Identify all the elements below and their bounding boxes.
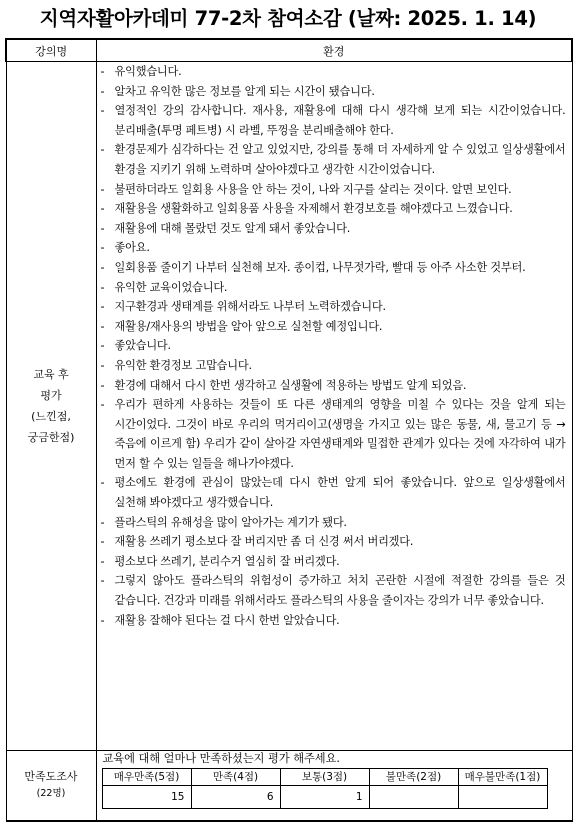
satisfaction-row xyxy=(6,750,572,821)
lecture-name-value: 환경 xyxy=(96,39,572,62)
header-row xyxy=(6,39,572,62)
feedback-item: - 그렇지 않아도 플라스틱의 위험성이 증가하고 처치 곤란한 시절에 적절한 강의를 들은 것 같습니다. 건강과 미래를 위해서라도 플라스틱의 사용을 줄이자는 강의가 너무 좋았습니다. xyxy=(101,571,566,610)
feedback-item: - 환경에 대해서 다시 한번 생각하고 실생활에 적용하는 방법도 알게 되었음. xyxy=(101,376,566,396)
respondent-count: (22명) xyxy=(36,788,66,800)
feedback-item: - 좋아요. xyxy=(101,238,566,258)
feedback-item: - 유익한 환경정보 고맙습니다. xyxy=(101,356,566,376)
rating-header: 매우만족(5점) xyxy=(102,768,191,785)
feedback-item: - 재활용 쓰레기 평소보다 잘 버리지만 좀 더 신경 써서 버리겠다. xyxy=(101,532,566,552)
rating-count xyxy=(369,785,458,808)
satisfaction-label-cell xyxy=(6,750,96,821)
rating-header: 불만족(2점) xyxy=(369,768,458,785)
feedback-list xyxy=(97,62,572,630)
feedback-item: - 우리가 편하게 사용하는 것들이 또 다른 생태계의 영향을 미칠 수 있다는 것을 알게 되는 시간이었다. 그것이 바로 우리의 먹거리이고(생명을 가지고 있는 많은 동물, 새, 물고기 등 → 죽음에 이르게 함) 우리가 같이 살아갈 자연생태계와 밀접한 관계가 있다는 것에 자각하여 내가 먼저 할 수 있는 일들을 해나가야겠다. xyxy=(101,395,566,473)
feedback-item: - 불편하더라도 일회용 사용을 안 하는 것이, 나와 지구를 살리는 것이다. 알면 보인다. xyxy=(101,180,566,200)
feedback-item: - 유익한 교육이었습니다. xyxy=(101,278,566,298)
evaluation-label-line: 평가 xyxy=(40,388,62,402)
feedback-item: - 평소에도 환경에 관심이 많았는데 다시 한번 알게 되어 좋았습니다. 앞으로 일상생활에서 실천해 봐야겠다고 생각했습니다. xyxy=(101,473,566,512)
satisfaction-question: 교육에 대해 얼마나 만족하셨는지 평가 해주세요. xyxy=(102,751,340,765)
rating-count xyxy=(458,785,547,808)
satisfaction-label: 만족도조사 xyxy=(24,770,78,784)
rating-count: 1 xyxy=(280,785,369,808)
feedback-item: - 열정적인 강의 감사합니다. 재사용, 재활용에 대해 다시 생각해 보게 되는 시간이었습니다. 분리배출(투명 페트병) 시 라벨, 뚜껑을 분리배출해야 한다. xyxy=(101,101,566,140)
feedback-item: - 재활용을 생활화하고 일회용품 사용을 자제해서 환경보호를 해야겠다고 느꼈습니다. xyxy=(101,199,566,219)
satisfaction-values-row xyxy=(102,785,547,808)
lecture-name-header: 강의명 xyxy=(6,39,96,62)
feedback-item: - 환경문제가 심각하다는 건 알고 있었지만, 강의를 통해 더 자세하게 알 수 있었고 일상생활에서 환경을 지키기 위해 노력하며 살아야겠다고 생각한 시간이었습니다. xyxy=(101,140,566,179)
feedback-item: - 재활용 잘해야 된다는 걸 다시 한번 알았습니다. xyxy=(101,611,566,631)
rating-header: 보통(3점) xyxy=(280,768,369,785)
rating-header: 만족(4점) xyxy=(191,768,280,785)
satisfaction-header-row xyxy=(102,768,547,785)
evaluation-content xyxy=(96,62,572,751)
evaluation-label-line: 궁금한점) xyxy=(27,430,75,444)
feedback-item: - 재활용에 대해 몰랐던 것도 알게 돼서 좋았습니다. xyxy=(101,219,566,239)
evaluation-label-line: (느낀점, xyxy=(31,409,71,423)
satisfaction-table xyxy=(102,768,548,809)
feedback-item: - 일회용품 줄이기 나부터 실천해 보자. 종이컵, 나무젓가락, 빨대 등 아주 사소한 것부터. xyxy=(101,258,566,278)
rating-count: 15 xyxy=(102,785,191,808)
rating-header: 매우불만족(1점) xyxy=(458,768,547,785)
rating-count: 6 xyxy=(191,785,280,808)
feedback-item: - 평소보다 쓰레기, 분리수거 열심히 잘 버리겠다. xyxy=(101,552,566,572)
feedback-item: - 지구환경과 생태계를 위해서라도 나부터 노력하겠습니다. xyxy=(101,297,566,317)
page-title: 지역자활아카데미 77-2차 참여소감 (날짜: 2025. 1. 14) xyxy=(39,7,537,30)
evaluation-label xyxy=(6,62,96,751)
survey-table xyxy=(5,38,573,822)
feedback-item: - 좋았습니다. xyxy=(101,336,566,356)
feedback-item: - 유익했습니다. xyxy=(101,62,566,82)
evaluation-label-line: 교육 후 xyxy=(33,367,69,381)
feedback-item: - 알차고 유익한 많은 정보를 알게 되는 시간이 됐습니다. xyxy=(101,82,566,102)
feedback-item: - 재활용/재사용의 방법을 알아 앞으로 실천할 예정입니다. xyxy=(101,317,566,337)
evaluation-row xyxy=(6,62,572,751)
satisfaction-content xyxy=(96,750,572,821)
feedback-item: - 플라스틱의 유해성을 많이 알아가는 계기가 됐다. xyxy=(101,513,566,533)
